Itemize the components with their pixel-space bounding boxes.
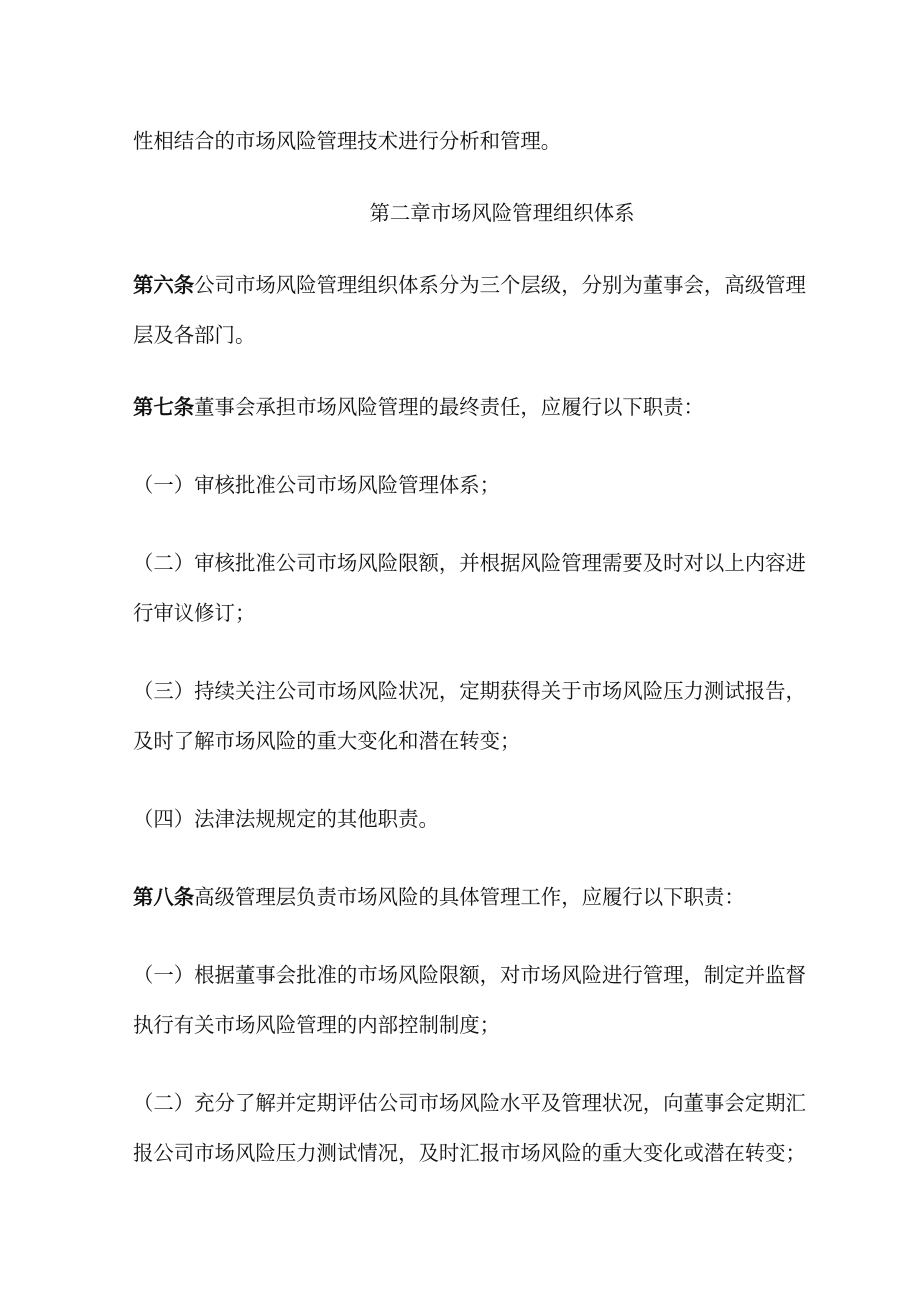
article-7-text-1: 董事会承担市场风险管理的最终责任，应履行以下职责： <box>194 395 704 419</box>
article-7-item-2 <box>133 538 813 638</box>
article-7-item-2-line-1: （二）审核批准公司市场风险限额，并根据风险管理需要及时对以上内容进 <box>133 551 806 575</box>
article-7-item-3 <box>133 666 813 766</box>
article-8-item-1 <box>133 950 813 1050</box>
article-8-item-1-line-2: 执行有关市场风险管理的内部控制制度； <box>133 1013 501 1037</box>
article-8-label: 第八条 <box>133 885 195 909</box>
article-8-line-1 <box>133 872 813 922</box>
article-6-text-1: 公司市场风险管理组织体系分为三个层级，分别为董事会，高级管理 <box>194 273 806 297</box>
article-6-label: 第六条 <box>133 273 195 297</box>
article-7-item-4 <box>133 794 813 844</box>
document-body <box>133 116 813 1178</box>
article-6 <box>133 260 813 360</box>
article-7-item-4-line-1: （四）法津法规规定的其他职责。 <box>133 807 439 831</box>
article-8-text-1: 高级管理层负责市场风险的具体管理工作，应履行以下职责： <box>194 885 745 909</box>
article-8-item-2 <box>133 1078 813 1178</box>
article-6-line-1 <box>133 260 813 310</box>
article-7-line-1 <box>133 382 813 432</box>
article-8 <box>133 872 813 1178</box>
article-7-item-1-line-1: （一）审核批准公司市场风险管理体系； <box>133 473 501 497</box>
article-7-item-1 <box>133 460 813 510</box>
continuation-paragraph: 性相结合的市场风险管理技术进行分析和管理。 <box>133 129 562 153</box>
article-7-item-2-line-2: 行审议修订； <box>133 601 256 625</box>
article-7-item-3-line-2: 及时了解市场风险的重大变化和潜在转变； <box>133 729 521 753</box>
article-7 <box>133 382 813 844</box>
chapter-title: 第二章市场风险管理组织体系 <box>369 201 635 225</box>
article-7-item-3-line-1: （三）持续关注公司市场风险状况，定期获得关于市场风险压力测试报告， <box>133 679 806 703</box>
article-8-item-1-line-1: （一）根据董事会批准的市场风险限额，对市场风险进行管理，制定并监督 <box>133 963 806 987</box>
article-8-item-2-line-2: 报公司市场风险压力测试情况，及时汇报市场风险的重大变化或潜在转变； <box>133 1141 806 1165</box>
article-6-line-2: 层及各部门。 <box>133 323 256 347</box>
article-7-label: 第七条 <box>133 395 195 419</box>
article-8-item-2-line-1: （二）充分了解并定期评估公司市场风险水平及管理状况，向董事会定期汇 <box>133 1091 806 1115</box>
